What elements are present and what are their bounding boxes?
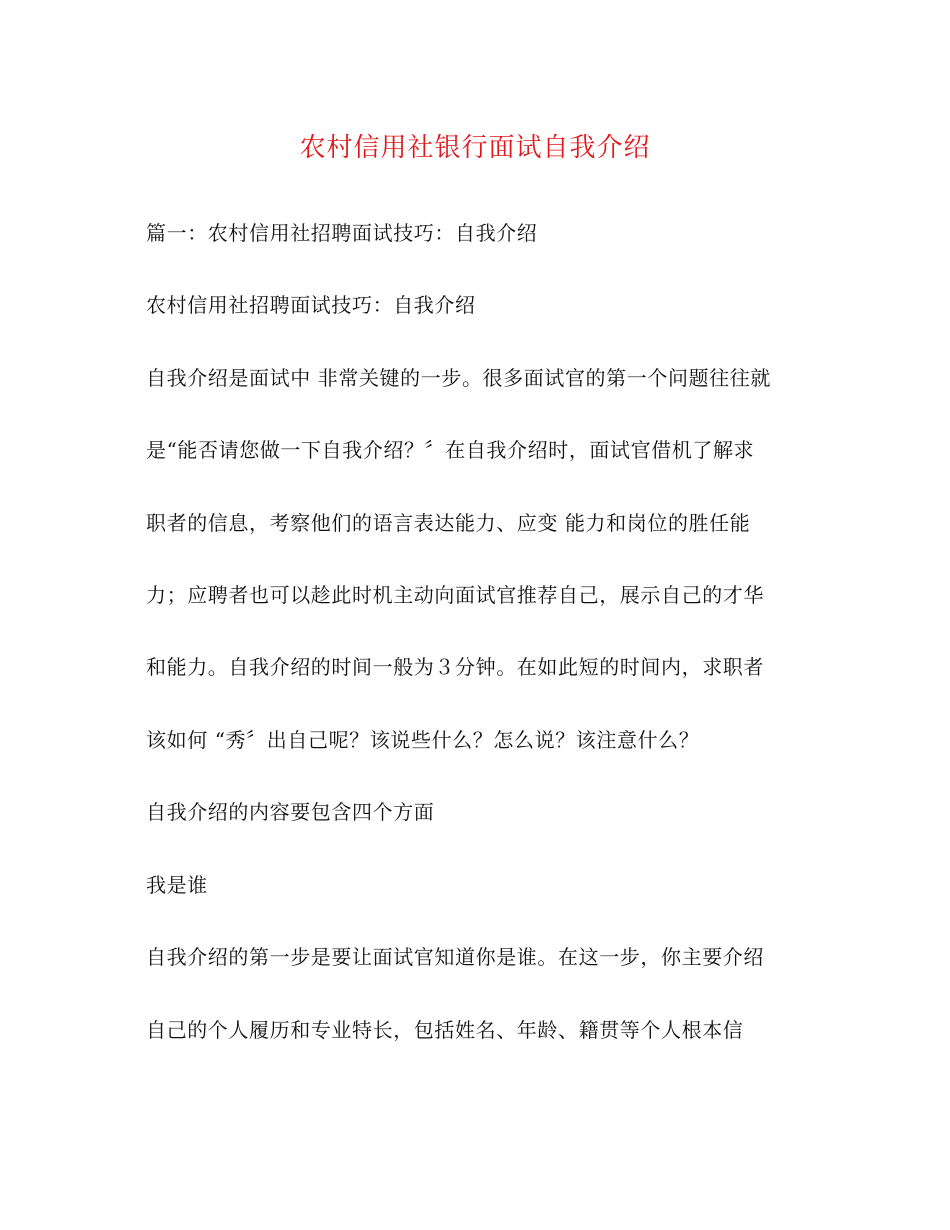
document-title: 农村信用社银行面试自我介绍 (299, 133, 651, 163)
paragraph-line: 力；应聘者也可以趁此时机主动向面试官推荐自己，展示自己的才华 (146, 583, 764, 607)
subheading: 农村信用社招聘面试技巧：自我介绍 (146, 293, 476, 317)
paragraph-line: 自我介绍是面试中 非常关键的一步。很多面试官的第一个问题往往就 (146, 366, 771, 390)
paragraph-line: 和能力。自我介绍的时间一般为３分钟。在如此短的时间内，求职者 (146, 655, 764, 679)
paragraph-line: 职者的信息，考察他们的语言表达能力、应变 能力和岗位的胜任能 (146, 511, 751, 535)
paragraph-line: 该如何 “秀〞出自己呢？该说些什么？怎么说？该注意什么？ (146, 728, 700, 752)
paragraph-line: 自我介绍的第一步是要让面试官知道你是谁。在这一步，你主要介绍 (146, 945, 764, 969)
section-heading: 自我介绍的内容要包含四个方面 (146, 800, 435, 824)
section-heading-who-am-i: 我是谁 (146, 873, 208, 897)
paragraph-line: 自己的个人履历和专业特长，包括姓名、年龄、籍贯等个人根本信 (146, 1018, 744, 1042)
paragraph-line: 是“能否请您做一下自我介绍？〞在自我介绍时，面试官借机了解求 (146, 438, 755, 462)
heading-part-one: 篇一：农村信用社招聘面试技巧：自我介绍 (146, 221, 538, 245)
